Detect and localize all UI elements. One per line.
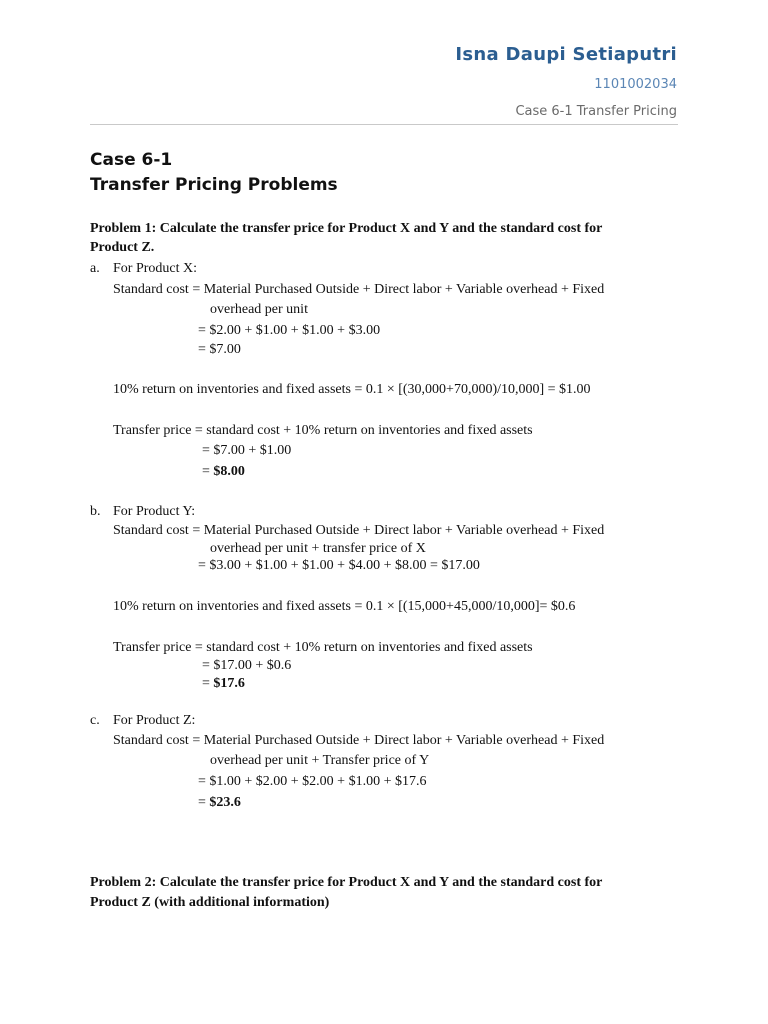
item-c-label: For Product Z: [113, 713, 196, 728]
item-b-label: For Product Y: [113, 504, 196, 519]
problem1-heading-line2: Product Z. [90, 240, 155, 255]
case-title: Case 6-1 [90, 150, 173, 170]
item-a-label: For Product X: [113, 261, 197, 276]
item-a-marker: a. [90, 261, 100, 276]
item-a-standard-cost-result: = $7.00 [198, 342, 241, 357]
item-c-standard-cost-cont: overhead per unit + Transfer price of Y [210, 753, 430, 768]
item-a-standard-cost-calc: = $2.00 + $1.00 + $1.00 + $3.00 [198, 323, 381, 338]
item-c-standard-cost-result: = $23.6 [198, 795, 241, 810]
item-a-standard-cost-cont: overhead per unit [210, 302, 308, 317]
problem2-heading-line2: Product Z (with additional information) [90, 895, 330, 910]
item-b-transfer-price-result: = $17.6 [202, 676, 245, 691]
item-b-marker: b. [90, 504, 101, 519]
item-a-transfer-price-result: = $8.00 [202, 464, 245, 479]
item-b-standard-cost: Standard cost = Material Purchased Outside + Direct labor + Variable overhead + Fixed [113, 523, 605, 538]
item-a-transfer-price-calc: = $7.00 + $1.00 [202, 443, 292, 458]
item-a-standard-cost: Standard cost = Material Purchased Outside + Direct labor + Variable overhead + Fixed [113, 282, 605, 297]
problem1-heading-line1: Problem 1: Calculate the transfer price for Product X and Y and the standard cost for [90, 221, 603, 236]
item-b-transfer-price-calc: = $17.00 + $0.6 [202, 658, 292, 673]
item-b-transfer-price: Transfer price = standard cost + 10% return on inventories and fixed assets [113, 640, 533, 655]
item-a-transfer-price: Transfer price = standard cost + 10% return on inventories and fixed assets [113, 423, 533, 438]
item-b-return: 10% return on inventories and fixed assets = 0.1 × [(15,000+45,000/10,000]= $0.6 [113, 599, 576, 614]
student-id: 1101002034 [594, 77, 677, 92]
item-a-return: 10% return on inventories and fixed assets = 0.1 × [(30,000+70,000)/10,000] = $1.00 [113, 382, 591, 397]
item-c-standard-cost-calc: = $1.00 + $2.00 + $2.00 + $1.00 + $17.6 [198, 774, 427, 789]
problem2-heading-line1: Problem 2: Calculate the transfer price for Product X and Y and the standard cost for [90, 875, 603, 890]
case-subtitle: Transfer Pricing Problems [90, 175, 338, 195]
header-divider [90, 124, 678, 125]
item-b-standard-cost-cont: overhead per unit + transfer price of X [210, 541, 426, 556]
author-name: Isna Daupi Setiaputri [455, 44, 677, 65]
document-subtitle: Case 6-1 Transfer Pricing [515, 104, 677, 119]
item-c-marker: c. [90, 713, 100, 728]
item-b-standard-cost-calc: = $3.00 + $1.00 + $1.00 + $4.00 + $8.00 = $17.00 [198, 558, 480, 573]
item-c-standard-cost: Standard cost = Material Purchased Outside + Direct labor + Variable overhead + Fixed [113, 733, 605, 748]
